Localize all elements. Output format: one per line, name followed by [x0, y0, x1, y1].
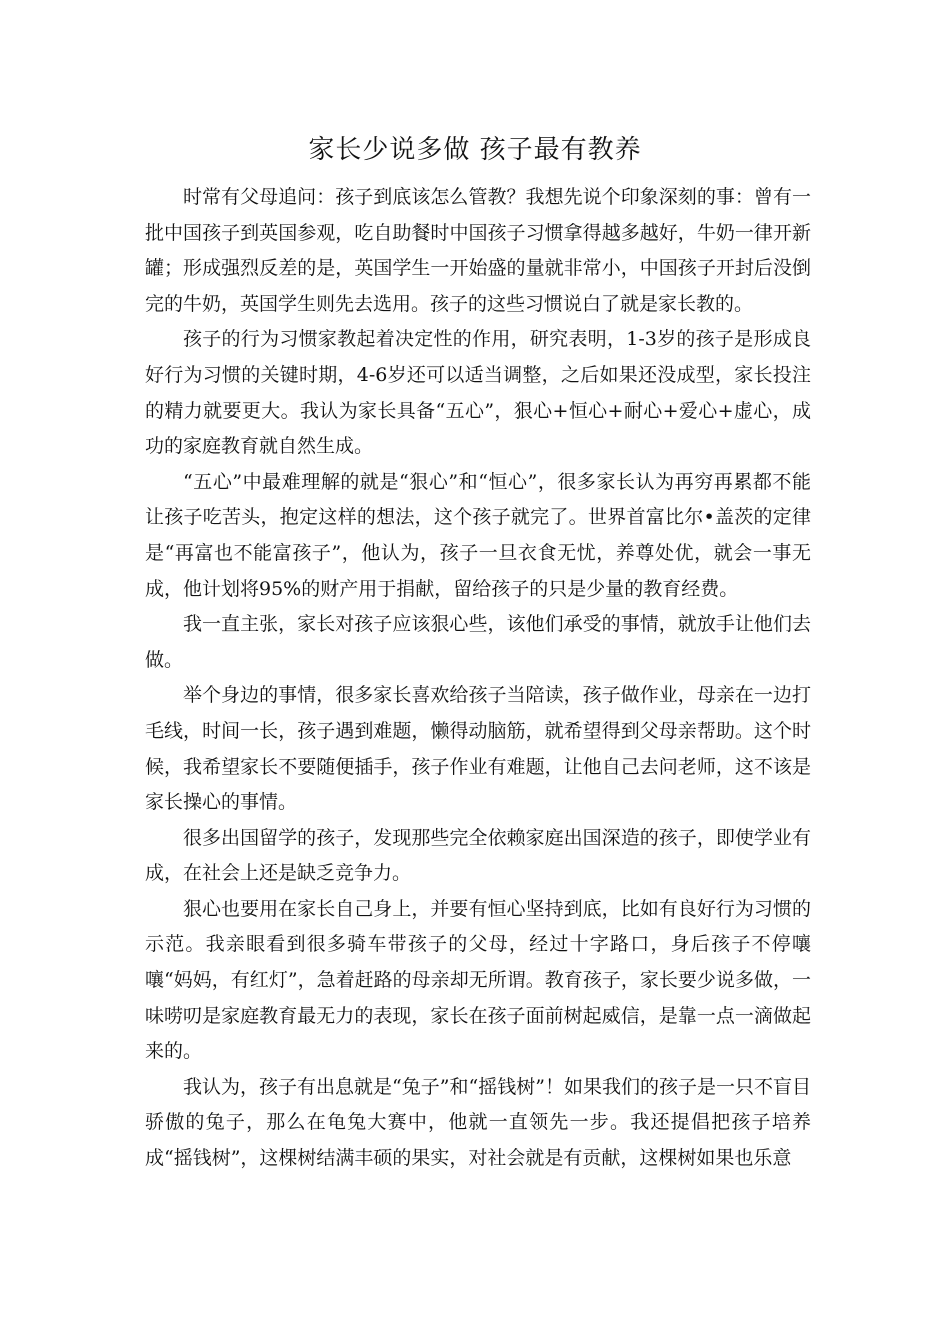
- paragraph: 我一直主张，家长对孩子应该狠心些，该他们承受的事情，就放手让他们去做。: [145, 613, 811, 671]
- paragraph: 我认为，孩子有出息就是“兔子”和“摇钱树”！如果我们的孩子是一只不盲目骄傲的兔子，那么在龟兔大赛中，他就一直领先一步。我还提倡把孩子培养成“摇钱树”，这棵树结满丰硕的果实，对社会就是有贡献，这棵树如果也乐意: [145, 1075, 811, 1170]
- document-body: [145, 180, 811, 1177]
- paragraph: 孩子的行为习惯家教起着决定性的作用，研究表明，1-3岁的孩子是形成良好行为习惯的关键时期，4-6岁还可以适当调整，之后如果还没成型，家长投注的精力就要更大。我认为家长具备“五心”，狠心+恒心+耐心+爱心+虚心，成功的家庭教育就自然生成。: [145, 328, 811, 458]
- paragraph: 很多出国留学的孩子，发现那些完全依赖家庭出国深造的孩子，即使学业有成，在社会上还是缺乏竞争力。: [145, 826, 811, 885]
- paragraph: 时常有父母追问：孩子到底该怎么管教？我想先说个印象深刻的事：曾有一批中国孩子到英国参观，吃自助餐时中国孩子习惯拿得越多越好，牛奶一律开新罐；形成强烈反差的是，英国学生一开始盛的量就非常小，中国孩子开封后没倒完的牛奶，英国学生则先去选用。孩子的这些习惯说白了就是家长教的。: [145, 186, 811, 315]
- paragraph: 举个身边的事情，很多家长喜欢给孩子当陪读，孩子做作业，母亲在一边打毛线，时间一长，孩子遇到难题，懒得动脑筋，就希望得到父母亲帮助。这个时候，我希望家长不要随便插手，孩子作业有难题，让他自己去问老师，这不该是家长操心的事情。: [145, 684, 811, 814]
- paragraph: “五心”中最难理解的就是“狠心”和“恒心”，很多家长认为再穷再累都不能让孩子吃苦头，抱定这样的想法，这个孩子就完了。世界首富比尔•盖茨的定律是“再富也不能富孩子”，他认为，孩子一旦衣食无忧，养尊处优，就会一事无成，他计划将95%的财产用于捐献，留给孩子的只是少量的教育经费。: [145, 470, 811, 600]
- document-title: 家长少说多做 孩子最有教养: [308, 135, 642, 165]
- paragraph: 狠心也要用在家长自己身上，并要有恒心坚持到底，比如有良好行为习惯的示范。我亲眼看到很多骑车带孩子的父母，经过十字路口，身后孩子不停嚷嚷“妈妈，有红灯”，急着赶路的母亲却无所谓。教育孩子，家长要少说多做，一味唠叨是家庭教育最无力的表现，家长在孩子面前树起威信，是靠一点一滴做起来的。: [145, 897, 811, 1063]
